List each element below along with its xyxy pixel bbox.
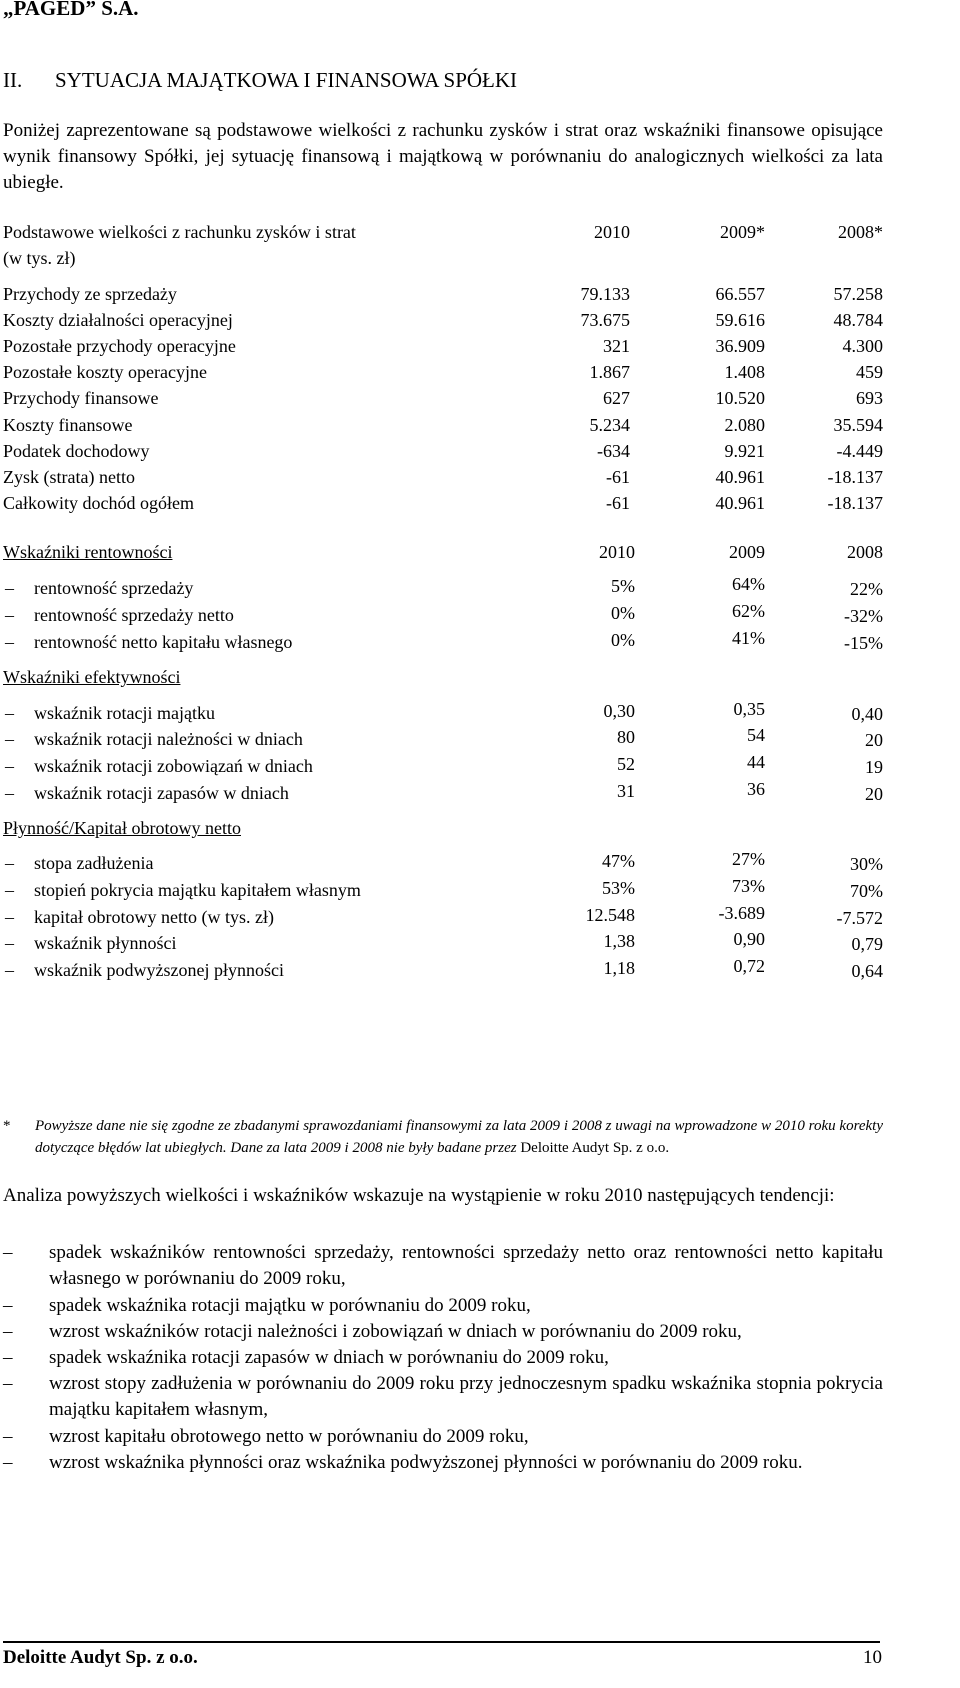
analysis-item-text: spadek wskaźnika rotacji zapasów w dniach w porównaniu do 2009 roku, (49, 1347, 609, 1368)
pl-cell-2010: -61 (606, 493, 630, 513)
ratio-cell-2008: 0,79 (851, 934, 883, 954)
analysis-item (3, 1240, 883, 1292)
pl-row-label: Przychody finansowe (3, 388, 159, 408)
pl-cell-2010: 5.234 (589, 415, 630, 435)
dash-icon: – (3, 1426, 13, 1447)
analysis-item-text: wzrost stopy zadłużenia w porównaniu do 2009 roku przy jednoczesnym spadku wskaźnika stopnia pokrycia majątku kapitałem własnym, (49, 1373, 883, 1420)
analysis-item-text: spadek wskaźnika rotacji majątku w porównaniu do 2009 roku, (49, 1295, 531, 1316)
pl-row-label: Pozostałe koszty operacyjne (3, 362, 207, 382)
pl-cell-2010: 79.133 (580, 284, 630, 304)
ratio-cell-2008: -15% (844, 633, 883, 653)
dash-icon: – (5, 703, 14, 723)
pl-table-title: Podstawowe wielkości z rachunku zysków i strat (3, 222, 356, 242)
ratio-cell-2009: 27% (732, 849, 765, 869)
ratio-cell-2008: 20 (865, 784, 883, 804)
ratio-label: wskaźnik rotacji zapasów w dniach (34, 783, 289, 803)
dash-icon: – (3, 1347, 13, 1368)
ratio-cell-2010: 0% (611, 603, 635, 623)
section-number: II. (3, 68, 23, 92)
pl-year-2010: 2010 (594, 222, 630, 242)
pl-cell-2008: -18.137 (827, 493, 883, 513)
page-number: 10 (863, 1647, 882, 1668)
pl-cell-2008: 693 (856, 388, 883, 408)
pl-cell-2010: 73.675 (580, 310, 630, 330)
footer-divider (3, 1641, 880, 1643)
dash-icon: – (3, 1452, 13, 1473)
pl-row-label: Koszty finansowe (3, 415, 133, 435)
ratio-label: kapitał obrotowy netto (w tys. zł) (34, 907, 274, 927)
ratio-cell-2009: 0,35 (733, 699, 765, 719)
section-heading: SYTUACJA MAJĄTKOWA I FINANSOWA SPÓŁKI (55, 68, 518, 92)
intro-paragraph: Poniżej zaprezentowane są podstawowe wielkości z rachunku zysków i strat oraz wskaźniki finansowe opisujące wynik finansowy Spółki, jej sytuację finansową i majątkową w porównaniu do analogicznych wielkości za lata ubiegłe. (3, 120, 883, 193)
pl-cell-2009: 9.921 (724, 441, 765, 461)
dash-icon: – (3, 1242, 13, 1263)
ratio-label: rentowność sprzedaży (34, 578, 194, 598)
ratio-label: wskaźnik rotacji należności w dniach (34, 729, 303, 749)
pl-cell-2010: -634 (597, 441, 630, 461)
pl-cell-2008: 35.594 (833, 415, 883, 435)
ratio-cell-2010: 5% (611, 576, 635, 596)
ratio-cell-2010: 0% (611, 630, 635, 650)
dash-icon: – (5, 729, 14, 749)
dash-icon: – (5, 632, 14, 652)
ratio-cell-2010: 1,18 (603, 958, 635, 978)
pl-cell-2008: -4.449 (836, 441, 883, 461)
ratio-cell-2009: 0,72 (733, 956, 765, 976)
pl-cell-2008: 48.784 (833, 310, 883, 330)
ratio-label: wskaźnik rotacji zobowiązań w dniach (34, 756, 313, 776)
dash-icon: – (3, 1373, 13, 1394)
ratio-cell-2009: 54 (747, 725, 765, 745)
section-title (3, 68, 517, 93)
pl-cell-2008: 459 (856, 362, 883, 382)
dash-icon: – (5, 933, 14, 953)
pl-table-unit: (w tys. zł) (3, 248, 76, 268)
ratio-year-2010: 2010 (599, 542, 635, 562)
dash-icon: – (5, 880, 14, 900)
pl-year-2009: 2009* (720, 222, 765, 242)
dash-icon: – (3, 1295, 13, 1316)
ratio-cell-2008: 0,40 (851, 704, 883, 724)
pl-year-2008: 2008* (838, 222, 883, 242)
pl-cell-2009: 2.080 (724, 415, 765, 435)
ratio-cell-2009: 41% (732, 628, 765, 648)
company-header: „PAGED” S.A. (3, 0, 139, 20)
dash-icon: – (5, 578, 14, 598)
pl-cell-2009: 1.408 (724, 362, 765, 382)
ratio-cell-2008: 70% (850, 881, 883, 901)
analysis-item (3, 1424, 883, 1450)
efficiency-title: Wskaźniki efektywności (3, 667, 181, 687)
dash-icon: – (5, 605, 14, 625)
analysis-intro: Analiza powyższych wielkości i wskaźników wskazuje na wystąpienie w roku 2010 następujących tendencji: (3, 1185, 835, 1206)
analysis-item (3, 1371, 883, 1423)
ratio-cell-2009: 73% (732, 876, 765, 896)
pl-row-label: Pozostałe przychody operacyjne (3, 336, 236, 356)
ratio-cell-2010: 0,30 (603, 701, 635, 721)
pl-cell-2008: -18.137 (827, 467, 883, 487)
ratio-label: stopa zadłużenia (34, 853, 154, 873)
pl-cell-2009: 36.909 (715, 336, 765, 356)
pl-row-label: Koszty działalności operacyjnej (3, 310, 233, 330)
pl-cell-2009: 66.557 (715, 284, 765, 304)
ratio-cell-2010: 12.548 (585, 905, 635, 925)
ratio-cell-2010: 52 (617, 754, 635, 774)
ratio-cell-2010: 1,38 (603, 931, 635, 951)
pl-row-label: Przychody ze sprzedaży (3, 284, 177, 304)
ratio-cell-2009: 0,90 (733, 929, 765, 949)
ratio-year-2008: 2008 (847, 542, 883, 562)
analysis-item-text: spadek wskaźników rentowności sprzedaży, rentowności sprzedaży netto oraz rentowności netto kapitału własnego w porównaniu do 2009 roku, (49, 1242, 883, 1289)
pl-cell-2009: 40.961 (715, 467, 765, 487)
profitability-title: Wskaźniki rentowności (3, 542, 173, 562)
dash-icon: – (5, 783, 14, 803)
dash-icon: – (5, 756, 14, 776)
ratio-label: wskaźnik podwyższonej płynności (34, 960, 284, 980)
ratio-cell-2009: -3.689 (718, 903, 765, 923)
ratio-cell-2008: 19 (865, 757, 883, 777)
ratio-cell-2010: 53% (602, 878, 635, 898)
ratio-label: rentowność netto kapitału własnego (34, 632, 293, 652)
pl-cell-2010: 1.867 (589, 362, 630, 382)
analysis-item (3, 1345, 883, 1371)
pl-cell-2008: 57.258 (833, 284, 883, 304)
ratio-cell-2008: 20 (865, 730, 883, 750)
ratio-cell-2008: -7.572 (836, 908, 883, 928)
dash-icon: – (5, 853, 14, 873)
ratio-cell-2008: -32% (844, 606, 883, 626)
footnote (3, 1115, 883, 1159)
footnote-auditor: Deloitte Audyt Sp. z o.o. (520, 1140, 670, 1156)
analysis-item-text: wzrost wskaźników rotacji należności i zobowiązań w dniach w porównaniu do 2009 roku, (49, 1321, 742, 1342)
analysis-item-text: wzrost wskaźnika płynności oraz wskaźnika podwyższonej płynności w porównaniu do 2009 roku. (49, 1452, 803, 1473)
ratio-cell-2009: 44 (747, 752, 765, 772)
pl-cell-2010: 321 (603, 336, 630, 356)
ratio-cell-2008: 0,64 (851, 961, 883, 981)
pl-cell-2010: -61 (606, 467, 630, 487)
pl-cell-2009: 40.961 (715, 493, 765, 513)
ratio-cell-2008: 30% (850, 854, 883, 874)
dash-icon: – (5, 907, 14, 927)
analysis-item (3, 1319, 883, 1345)
ratio-year-2009: 2009 (729, 542, 765, 562)
pl-row-label: Całkowity dochód ogółem (3, 493, 194, 513)
analysis-item (3, 1293, 883, 1319)
pl-cell-2010: 627 (603, 388, 630, 408)
footnote-text: Powyższe dane nie się zgodne ze zbadanymi sprawozdaniami finansowymi za lata 2009 i 2008 z uwagi na wprowadzone w 2010 roku korekty dotyczące błędów lat ubiegłych. Dane za lata 2009 i 2008 nie były badane przez (35, 1118, 883, 1156)
dash-icon: – (3, 1321, 13, 1342)
pl-cell-2009: 10.520 (715, 388, 765, 408)
ratio-cell-2010: 80 (617, 727, 635, 747)
liquidity-title: Płynność/Kapitał obrotowy netto (3, 818, 241, 838)
pl-row-label: Podatek dochodowy (3, 441, 150, 461)
ratio-cell-2009: 62% (732, 601, 765, 621)
footnote-star: * (3, 1118, 11, 1134)
pl-cell-2009: 59.616 (715, 310, 765, 330)
analysis-item (3, 1450, 883, 1476)
ratio-cell-2009: 36 (747, 779, 765, 799)
analysis-item-text: wzrost kapitału obrotowego netto w porównaniu do 2009 roku, (49, 1426, 529, 1447)
ratio-cell-2010: 47% (602, 851, 635, 871)
ratio-cell-2009: 64% (732, 574, 765, 594)
pl-row-label: Zysk (strata) netto (3, 467, 135, 487)
ratio-label: wskaźnik płynności (34, 933, 177, 953)
ratio-label: stopień pokrycia majątku kapitałem własnym (34, 880, 361, 900)
ratio-label: wskaźnik rotacji majątku (34, 703, 215, 723)
dash-icon: – (5, 960, 14, 980)
pl-cell-2008: 4.300 (842, 336, 883, 356)
ratio-cell-2008: 22% (850, 579, 883, 599)
footer-firm: Deloitte Audyt Sp. z o.o. (3, 1647, 198, 1668)
ratio-cell-2010: 31 (617, 781, 635, 801)
ratio-label: rentowność sprzedaży netto (34, 605, 234, 625)
